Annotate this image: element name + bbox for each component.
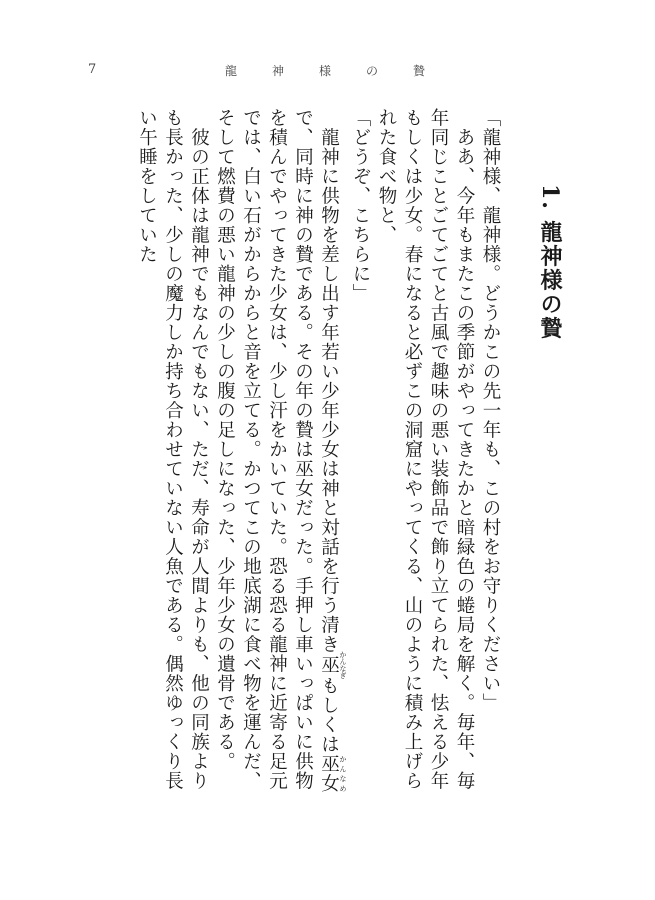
ruby-base-2: 巫女 xyxy=(318,754,340,793)
paragraph-5 xyxy=(134,108,212,798)
ruby-reading-1: かんなぎ xyxy=(339,651,347,679)
page-number: 7 xyxy=(88,62,97,77)
vertical-body-text xyxy=(43,108,563,798)
paragraph-4-text-a: 龍神に供物を差し出す年若い少年少女は神と対話を行う清き xyxy=(318,127,340,654)
running-header: 龍神様の贄 xyxy=(225,64,461,78)
ruby-reading-2: かんなめ xyxy=(339,754,347,793)
ruby-base-1: 巫 xyxy=(318,651,340,679)
paragraph-5-text: 彼の正体は龍神でもなんでもない、ただ、寿命が人間よりも、他の同族よりも長かった、少しの魔力しか持ち合わせていない人魚である。偶然ゆっくり長い午睡をしていた xyxy=(136,108,210,791)
paragraph-1: 「龍神様、龍神様。どうかこの先一年も、この村をお守りください」 xyxy=(480,108,501,713)
ruby-kannagi xyxy=(318,651,347,679)
paragraph-2-text: ああ、今年もまたこの季節がやってきたかと暗緑色の蜷局を解く。毎年、毎年同じことごてごてと古風で趣味の悪い装飾品で飾り立てられた、怯える少年もしくは少女。春になると必ずこの洞窟にやってくる、山のように積み上げられた食べ物と、 xyxy=(376,108,475,791)
paragraph-2 xyxy=(373,108,477,798)
ruby-kannagi-female xyxy=(318,754,347,793)
paragraph-4 xyxy=(212,108,348,798)
paragraph-4-text-b: もしくは xyxy=(318,676,340,754)
paragraph-4-text-c: で、同時に神の贄である。その年の贄は巫女だった。手押し車いっぱいに供物を積んでやってきた少女は、少し汗をかいていた。恐る恐る龍神に近寄る足元では、白い石がからからと音を立てる。かつてこの地底湖に食べ物を運んだ、そして燃費の悪い龍神の少しの腹の足しになった、少年少女の遺骨である。 xyxy=(214,108,314,791)
paragraph-3: 「どうぞ、こちらに」 xyxy=(350,108,371,303)
chapter-title: 1. 龍神様の贄 xyxy=(537,184,563,341)
